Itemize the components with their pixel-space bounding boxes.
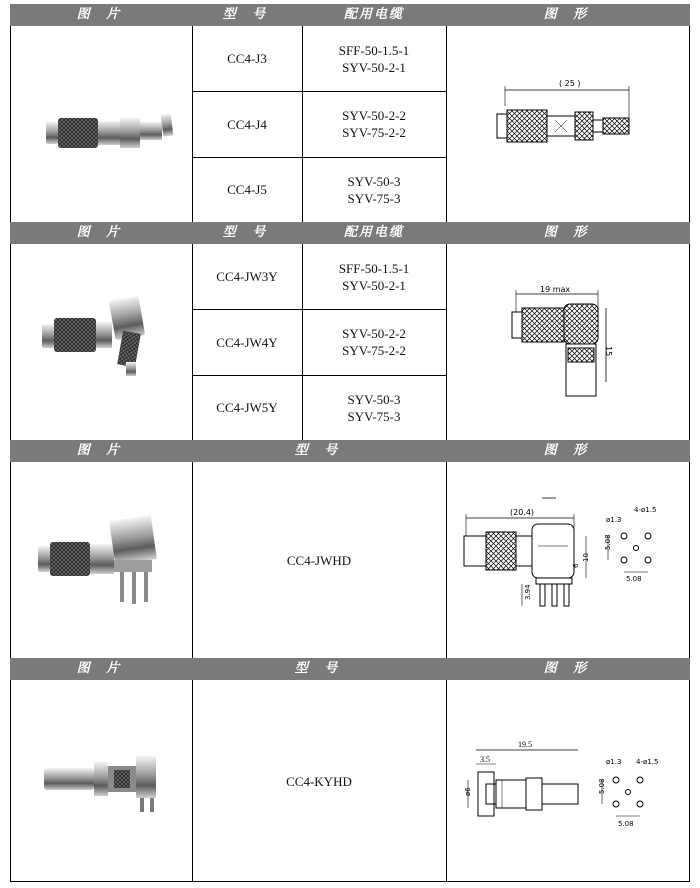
- header-row-3: [10, 440, 690, 462]
- dim-hole-four: 4-ø1.5: [636, 758, 659, 766]
- cable-line: SYV-75-2-2: [342, 125, 406, 140]
- cable-cell: [302, 309, 446, 375]
- dim-pin: 3.94: [524, 584, 532, 600]
- dim-height-10: 10: [582, 553, 590, 562]
- product-photo-straight-plug: [40, 100, 180, 160]
- dim-height-6: 6: [572, 563, 580, 568]
- model-cell: CC4-J4: [227, 116, 267, 132]
- header-drawing: 图 形: [543, 443, 593, 458]
- cable-cell: [302, 244, 446, 309]
- header-row-2: [10, 222, 690, 244]
- header-picture: 图 片: [76, 661, 126, 676]
- dim-hole-small: ø1.3: [606, 516, 622, 524]
- header-picture: 图 片: [76, 443, 126, 458]
- cable-cell: [302, 375, 446, 440]
- dim-length: 19.5: [518, 740, 532, 749]
- cable-line: SYV-75-2-2: [342, 343, 406, 358]
- dimension-drawing-straight-plug: [487, 76, 637, 158]
- cable-line: SYV-50-3: [347, 391, 401, 407]
- dim-width: 19 max: [540, 286, 571, 294]
- dim-length: (20.4): [510, 508, 535, 517]
- header-picture: 图 片: [76, 225, 126, 240]
- cable-cell: [302, 157, 446, 222]
- model-cell: CC4-JW3Y: [216, 269, 278, 284]
- cable-line: SYV-50-3: [347, 173, 401, 189]
- model-cell: CC4-J5: [227, 182, 267, 197]
- header-drawing: 图 形: [543, 225, 593, 240]
- dim-diameter: ø6: [464, 787, 472, 796]
- header-model: 型 号: [294, 661, 344, 676]
- cable-line: SFF-50-1.5-1: [338, 42, 410, 58]
- header-model: 型 号: [294, 443, 344, 458]
- cable-line: SYV-75-3: [347, 190, 401, 206]
- dimension-drawing-right-angle-plug: [502, 286, 622, 404]
- cable-line: SYV-50-2-1: [342, 277, 406, 293]
- header-model: 型 号: [222, 7, 272, 22]
- dim-pitch-vertical: 5.08: [604, 534, 612, 550]
- dim-pitch-vertical: 5.08: [598, 778, 606, 794]
- cable-line: SYV-75-3: [347, 408, 401, 424]
- product-photo-pcb-right-angle: [34, 508, 164, 608]
- cable-line: SFF-50-1.5-1: [338, 260, 410, 276]
- model-cell: CC4-KYHD: [286, 773, 352, 789]
- header-cable: 配用电缆: [343, 7, 404, 22]
- header-row-1: [10, 4, 690, 26]
- dim-pitch-horizontal: 5.08: [626, 575, 642, 583]
- header-cable: 配用电缆: [343, 225, 404, 240]
- model-cell: CC4-JWHD: [286, 552, 352, 568]
- cable-cell: [302, 26, 446, 91]
- dim-length: ( 25 ): [559, 79, 581, 88]
- cable-line: SYV-50-2-2: [342, 108, 406, 123]
- cable-line: SYV-50-2-1: [342, 59, 406, 75]
- dim-flange: 3.5: [480, 755, 490, 764]
- header-row-4: [10, 658, 690, 680]
- model-cell: CC4-JW5Y: [216, 400, 278, 415]
- dim-height: 15: [604, 346, 613, 357]
- model-cell: CC4-JW4Y: [216, 334, 278, 350]
- header-drawing: 图 形: [543, 7, 593, 22]
- header-drawing: 图 形: [543, 661, 593, 676]
- model-cell: CC4-J3: [227, 51, 267, 66]
- dim-hole-four: 4-ø1.5: [634, 506, 657, 514]
- cable-line: SYV-50-2-2: [342, 326, 406, 341]
- product-photo-right-angle-plug: [38, 288, 158, 378]
- dim-hole-small: ø1.3: [606, 758, 622, 766]
- header-picture: 图 片: [76, 7, 126, 22]
- product-photo-pcb-jack: [40, 748, 170, 818]
- dim-pitch-horizontal: 5.08: [618, 820, 634, 828]
- dimension-drawing-pcb-jack: [456, 740, 680, 836]
- header-model: 型 号: [222, 225, 272, 240]
- dimension-drawing-pcb-right-angle: [456, 496, 680, 612]
- cable-cell: [302, 91, 446, 157]
